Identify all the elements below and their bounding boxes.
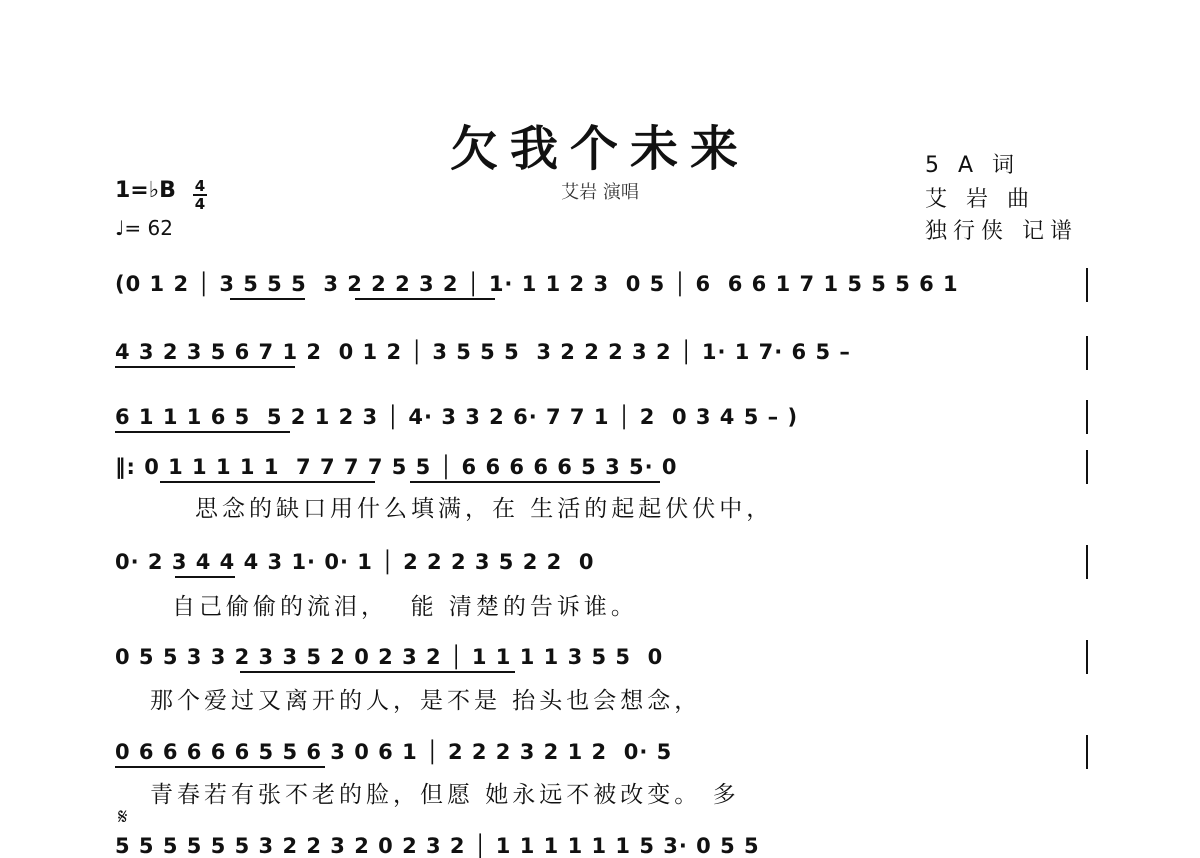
song-title: 欠我个未来 xyxy=(449,121,750,177)
notation-row-6: 0 5 5 3 3 2 3 3 5 2 0 2 3 2 │ 1 1 1 1 3 5 5 0 xyxy=(115,645,664,669)
notation-row-3: 6 1 1 1 6 5 5 2 1 2 3 │ 4· 3 3 2 6· 7 7 1 │ 2 0 3 4 5 – ) xyxy=(115,405,799,429)
barline xyxy=(1086,545,1088,579)
barline xyxy=(1086,336,1088,370)
segno-sign: 𝄋 xyxy=(118,805,128,830)
lyricist-credit: 5 A 词 xyxy=(925,153,1021,178)
duration-beam xyxy=(115,766,325,768)
lyric-row-6: 那个爱过又离开的人，是不是 抬头也会想念， xyxy=(150,688,702,714)
duration-beam xyxy=(115,431,290,433)
notation-row-5: 0· 2 3 4 4 4 3 1· 0· 1 │ 2 2 2 3 5 2 2 0 xyxy=(115,550,595,574)
time-signature: 4 4 xyxy=(194,177,206,213)
duration-beam xyxy=(230,298,305,300)
barline xyxy=(1086,268,1088,302)
duration-beam xyxy=(410,481,660,483)
lyric-row-7: 青春若有张不老的脸，但愿 她永远不被改变。 多 xyxy=(150,782,740,808)
barline xyxy=(1086,450,1088,484)
duration-beam xyxy=(115,366,295,368)
tempo-marking: ♩= 62 xyxy=(115,216,173,240)
transcriber-credit: 独行侠 记谱 xyxy=(925,219,1078,244)
key-signature: 1=♭B xyxy=(115,178,176,203)
barline xyxy=(1086,640,1088,674)
barline xyxy=(1086,735,1088,769)
singer-credit: 艾岩 演唱 xyxy=(561,182,639,203)
notation-row-4: ‖: 0 1 1 1 1 1 7 7 7 7 5 5 │ 6 6 6 6 6 5 3 5· 0 xyxy=(115,455,678,479)
notation-row-2: 4 3 2 3 5 6 7 1 2 0 1 2 │ 3 5 5 5 3 2 2 2 3 2 │ 1· 1 7· 6 5 – xyxy=(115,340,851,364)
notation-row-8: 5 5 5 5 5 5 3 2 2 3 2 0 2 3 2 │ 1 1 1 1 1 1 5 3· 0 5 5 xyxy=(115,834,760,858)
notation-row-1: (0 1 2 │ 3 5 5 5 3 2 2 2 3 2 │ 1· 1 1 2 3 0 5 │ 6 6 6 1 7 1 5 5 5 6 1 xyxy=(115,272,959,296)
duration-beam xyxy=(175,576,235,578)
notation-row-7: 0 6 6 6 6 6 5 5 6 3 0 6 1 │ 2 2 2 3 2 1 2 0· 5 xyxy=(115,740,673,764)
barline xyxy=(1086,400,1088,434)
duration-beam xyxy=(355,298,495,300)
lyric-row-5: 自己偷偷的流泪， 能 清楚的告诉谁。 xyxy=(172,594,638,620)
lyric-row-4: 思念的缺口用什么填满，在 生活的起起伏伏中， xyxy=(195,496,774,522)
composer-credit: 艾 岩 曲 xyxy=(925,187,1035,212)
duration-beam xyxy=(160,481,375,483)
duration-beam xyxy=(240,671,515,673)
